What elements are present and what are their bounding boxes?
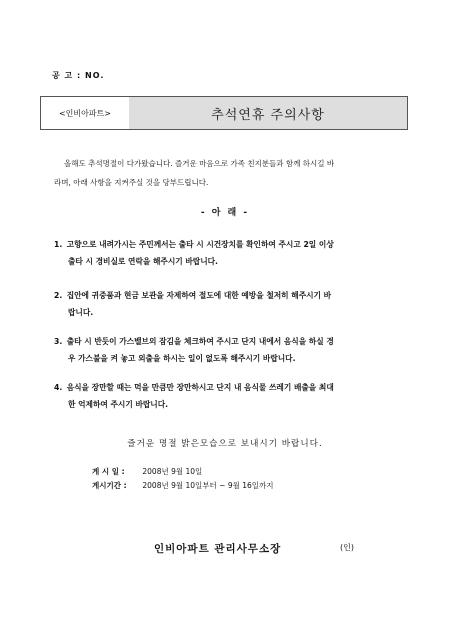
list-item <box>54 379 412 413</box>
closing-message: 즐거운 명절 밝은모습으로 보내시기 바랍니다. <box>127 439 323 449</box>
post-date-label: 게 시 일 : <box>92 467 125 476</box>
list-item <box>54 333 412 367</box>
post-period-value: 2008년 9월 10일부터 ~ 9월 16일까지 <box>142 481 274 490</box>
document-title: 추석연휴 주의사항 <box>129 97 407 129</box>
item-text: 출타 시 반듯이 가스밸브의 잠김을 체크하여 주시고 단지 내에서 음식을 하실 경 <box>66 337 334 346</box>
sender-label: <인비아파트> <box>41 97 130 129</box>
post-period-row <box>92 479 274 492</box>
item-number: 4. <box>54 383 63 392</box>
item-text-continued: 우 가스불을 켜 놓고 외출을 하시는 일이 없도록 해주시기 바랍니다. <box>68 354 296 363</box>
intro-line-1: 올해도 추석명절이 다가왔습니다. 즐거운 마음으로 가족 친지분들과 함께 하시길 바 <box>64 159 335 168</box>
seal-mark: (인) <box>340 543 354 552</box>
header-box <box>40 96 408 130</box>
item-text: 집안에 귀중품과 현금 보관을 자제하여 절도에 대한 예방을 철저히 해주시기 바 <box>66 291 332 300</box>
post-period-label: 게시기간 : <box>92 481 127 490</box>
post-date-value: 2008년 9월 10일 <box>142 467 203 476</box>
signature: 인비아파트 관리사무소장 <box>154 543 282 555</box>
item-text-continued: 한 억제하여 주시기 바랍니다. <box>68 400 169 409</box>
item-number: 1. <box>54 240 63 249</box>
item-number: 2. <box>54 291 63 300</box>
intro-line-2: 라며, 아래 사항을 지켜주실 것을 당부드립니다. <box>54 178 209 187</box>
item-text: 고향으로 내려가시는 주민께서는 출타 시 시건장치를 확인하여 주시고 2일 이상 <box>66 240 334 249</box>
item-text: 음식을 장만할 때는 먹을 만큼만 장만하시고 단지 내 음식물 쓰레기 배출을 최대 <box>66 383 334 392</box>
intro-paragraph <box>54 154 408 192</box>
section-heading: - 아 래 - <box>200 208 250 218</box>
post-date-row <box>92 465 202 478</box>
list-item <box>54 287 412 321</box>
item-number: 3. <box>54 337 63 346</box>
notice-number: 공 고 : NO. <box>52 71 105 80</box>
list-item <box>54 236 412 270</box>
item-text-continued: 랍니다. <box>68 308 94 317</box>
item-text-continued: 출타 시 경비실로 연락을 해주시기 바랍니다. <box>68 257 218 266</box>
